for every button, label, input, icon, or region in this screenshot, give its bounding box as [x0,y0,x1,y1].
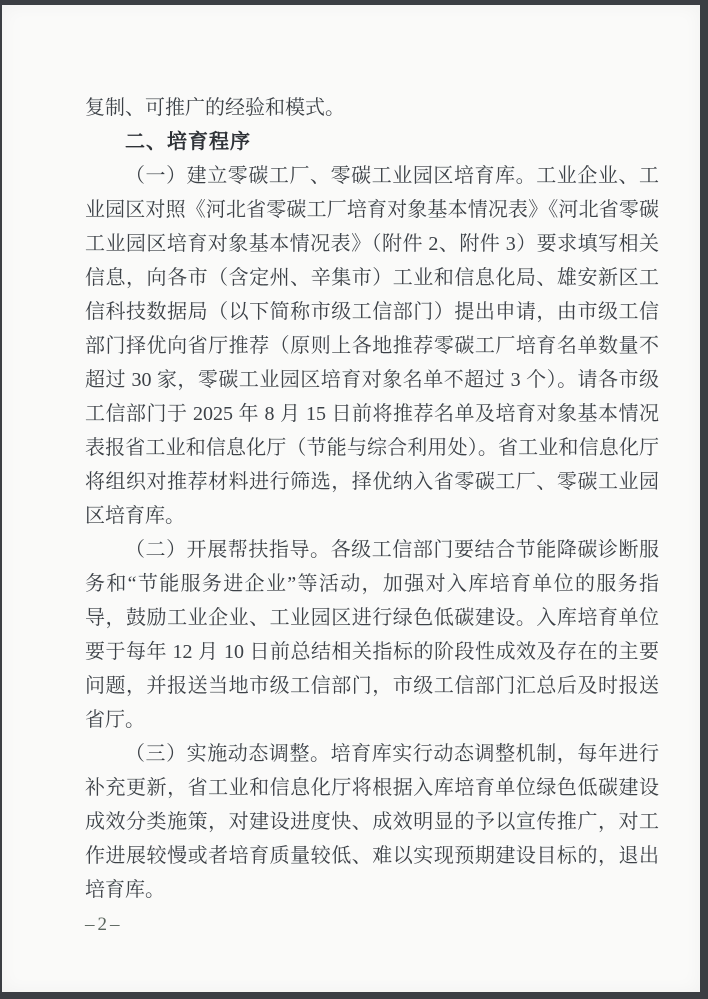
section-heading: 二、培育程序 [125,131,251,153]
paragraph-support-guidance: （二）开展帮扶指导。各级工信部门要结合节能降碳诊断服务和“节能服务进企业”等活动，加强对入库培育单位的服务指导，鼓励工业企业、工业园区进行绿色低碳建设。入库培育单位要于每年 12 月 10 日前总结相关指标的阶段性成效及存在的主要问题，并报送当地市级工信部门，市级工信部门汇总后及时报送省厅。 [85,539,659,731]
paragraph-dynamic-adjustment: （三）实施动态调整。培育库实行动态调整机制，每年进行补充更新，省工业和信息化厅将根据入库培育单位绿色低碳建设成效分类施策，对建设进度快、成效明显的予以宣传推广，对工作进展较慢或者培育质量较低、难以实现预期建设目标的，退出培育库。 [85,743,659,901]
page-number: –2– [85,914,123,935]
paragraph-establish-library: （一）建立零碳工厂、零碳工业园区培育库。工业企业、工业园区对照《河北省零碳工厂培育对象基本情况表》《河北省零碳工业园区培育对象基本情况表》（附件 2、附件 3）要求填写相关信息，向各市（含定州、辛集市）工业和信息化局、雄安新区工信科技数据局（以下简称市级工信部门）提出申请，由市级工信部门择优向省厅推荐（原则上各地推荐零碳工厂培育名单数量不超过 30 家，零碳工业园区培育对象名单不超过 3 个）。请各市级工信部门于 2025 年 8 月 15 日前将推荐名单及培育对象基本情况表报省工业和信息化厅（节能与综合利用处）。省工业和信息化厅将组织对推荐材料进行筛选，择优纳入省零碳工厂、零碳工业园区培育库。 [85,165,659,527]
continuation-text: 复制、可推广的经验和模式。 [85,97,345,119]
document-body [85,91,659,907]
document-page [2,5,700,992]
